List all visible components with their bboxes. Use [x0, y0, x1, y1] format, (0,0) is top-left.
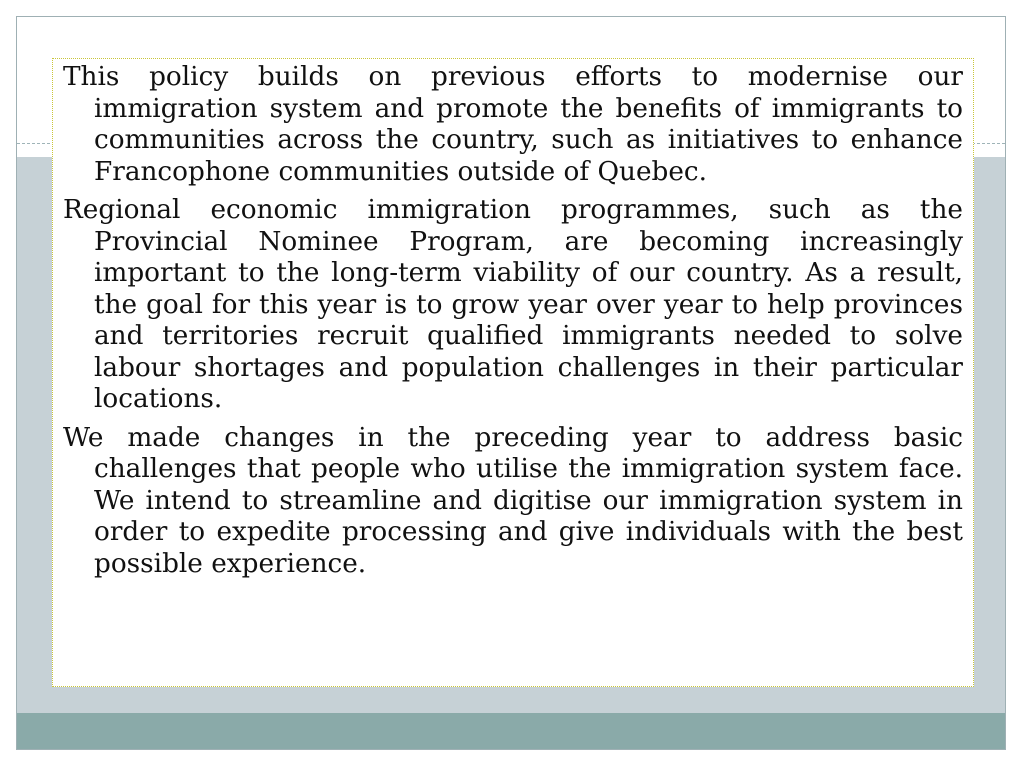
- paragraph-1: This policy builds on previous efforts to modernise our immigration system and promote the benefits of immigrants to communities across the country, such as initiatives to enhance Francophone communities outside of Quebec.: [63, 62, 963, 187]
- text-content-box[interactable]: [52, 58, 974, 687]
- bottom-band: [17, 713, 1005, 749]
- paragraph-3: We made changes in the preceding year to address basic challenges that people who utilise the immigration system face. We intend to streamline and digitise our immigration system in order to expedite processing and give individuals with the best possible experience.: [63, 422, 963, 579]
- paragraph-2: Regional economic immigration programmes, such as the Provincial Nominee Program, are becoming increasingly important to the long-term viability of our country. As a result, the goal for this year is to grow year over year to help provinces and territories recruit qualified immigrants needed to solve labour shortages and population challenges in their particular locations.: [63, 195, 963, 414]
